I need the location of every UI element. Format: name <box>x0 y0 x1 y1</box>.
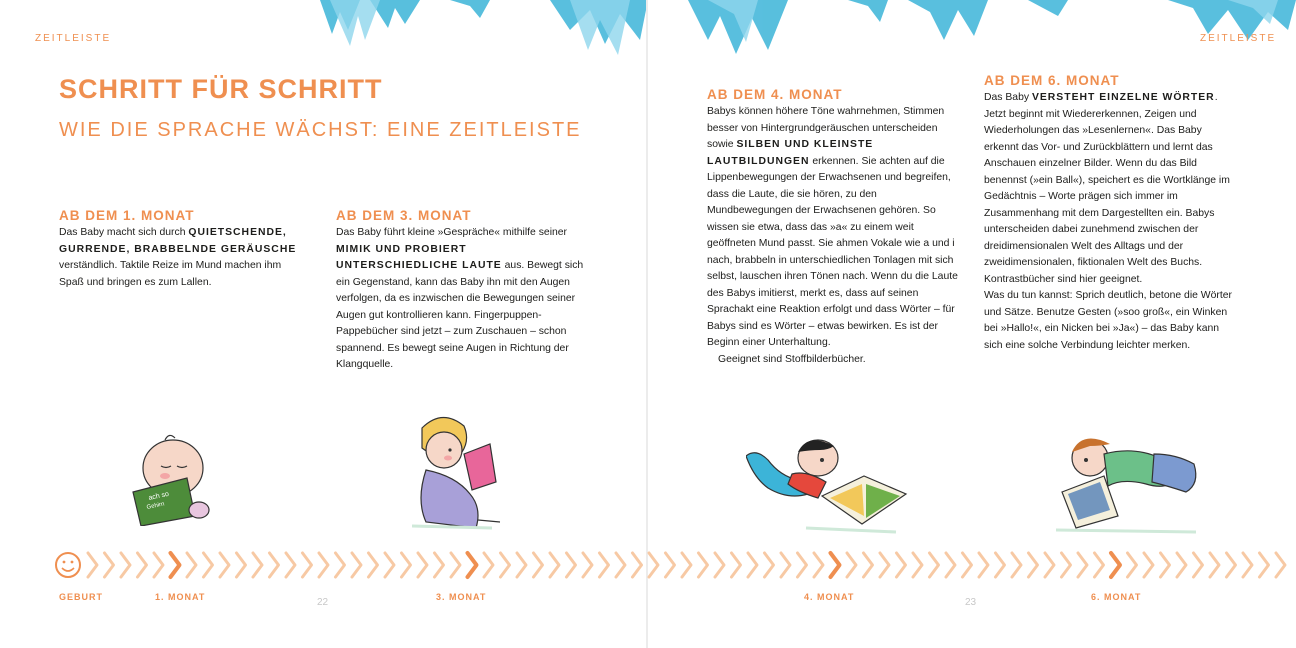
timeline-chevron-icon <box>649 553 658 577</box>
timeline-chevron-icon <box>88 553 97 577</box>
section-month-1 <box>59 208 307 291</box>
timeline-label-month-1: 1. MONAT <box>155 592 206 602</box>
timeline-chevron-icon <box>154 553 163 577</box>
timeline-marker-chevron-icon <box>1111 553 1120 577</box>
section-month-6 <box>984 73 1236 354</box>
timeline-chevron-icon <box>253 553 262 577</box>
timeline-chevron-icon <box>583 553 592 577</box>
timeline-chevron-icon <box>814 553 823 577</box>
timeline-chevron-icon <box>847 553 856 577</box>
timeline-chevron-icon <box>501 553 510 577</box>
timeline-chevron-icon <box>220 553 229 577</box>
timeline-chevron-icon <box>913 553 922 577</box>
timeline-chevron-icon <box>319 553 328 577</box>
timeline-chevron-icon <box>699 553 708 577</box>
page-number-right: 23 <box>965 597 977 608</box>
section-tip: Was du tun kannst: Sprich deutlich, betone die Wörter und Sätze. Benutze Gesten (»soo groß«, ein Winken bei »Hallo!«, ein Nicken bei »Ja«) – das Baby kann sich eine solche Verbindung leichter merken. <box>984 290 1232 351</box>
timeline-chevron-icon <box>1128 553 1137 577</box>
timeline-chevron-icon <box>781 553 790 577</box>
timeline-chevron-icon <box>385 553 394 577</box>
page-subtitle: WIE DIE SPRACHE WÄCHST: EINE ZEITLEISTE <box>59 119 582 141</box>
timeline-chevron-icon <box>682 553 691 577</box>
running-head: ZEITLEISTE <box>1200 33 1277 44</box>
timeline-label-birth: GEBURT <box>59 592 103 602</box>
timeline-chevron-icon <box>798 553 807 577</box>
timeline-chevron-icon <box>963 553 972 577</box>
timeline-chevron-icon <box>187 553 196 577</box>
timeline-chevron-icon <box>105 553 114 577</box>
timeline-chevron-icon <box>1045 553 1054 577</box>
section-heading: AB DEM 6. MONAT <box>984 73 1120 88</box>
timeline-chevron-icon <box>121 553 130 577</box>
timeline-chevron-icon <box>303 553 312 577</box>
timeline-marker-chevron-icon <box>171 553 180 577</box>
timeline-chevron-icon <box>864 553 873 577</box>
timeline-chevron-icon <box>1062 553 1071 577</box>
timeline-chevron-icon <box>946 553 955 577</box>
timeline-chevron-icon <box>435 553 444 577</box>
timeline-chevron-icon <box>897 553 906 577</box>
timeline-chevron-icon <box>567 553 576 577</box>
timeline-chevron-icon <box>484 553 493 577</box>
page-title: SCHRITT FÜR SCHRITT <box>59 74 383 104</box>
timeline-chevron-icon <box>1276 553 1285 577</box>
timeline-chevron-icon <box>600 553 609 577</box>
timeline-chevron-icon <box>1210 553 1219 577</box>
section-heading: AB DEM 1. MONAT <box>59 208 195 223</box>
paint-splash <box>300 0 648 60</box>
timeline-chevron-icon <box>352 553 361 577</box>
timeline-chevron-icon <box>369 553 378 577</box>
timeline-chevron-icon <box>204 553 213 577</box>
timeline-chevron-icon <box>748 553 757 577</box>
timeline-band <box>0 543 1296 587</box>
timeline-chevron-icon <box>1161 553 1170 577</box>
section-note: Geeignet sind Stoffbilderbücher. <box>718 353 866 365</box>
section-month-3 <box>336 208 588 374</box>
baby-reading-illustration <box>125 430 215 526</box>
section-text: Das Baby VERSTEHT EINZELNE WÖRTER. Jetzt beginnt mit Wiedererkennen, Zeigen und Wiederholungen das »Lesenlernen«. Das Baby erkennt das Vor- und Zurückblättern und lernt das Anschauen einzelner Bilder. Wenn du das Bild benennst (»ein Ball«), speichert es die Wortklänge im Gedächtnis – Worte prägen sich immer im Zusammenhang mit dem Dargestellten ein. Babys unterscheiden dabei zunehmend zwischen der dreidimensionalen Welt des Alltags und der zweidimensionalen, fiktionalen Welt des Buchs. Kontrastbücher sind hier geeignet. <box>984 92 1230 285</box>
timeline-chevron-icon <box>880 553 889 577</box>
timeline-chevron-icon <box>1260 553 1269 577</box>
timeline-chevron-icon <box>616 553 625 577</box>
section-heading: AB DEM 3. MONAT <box>336 208 472 223</box>
timeline-chevron-icon <box>666 553 675 577</box>
timeline-chevron-icon <box>1194 553 1203 577</box>
timeline-chevron-icon <box>1177 553 1186 577</box>
timeline-chevron-icon <box>1029 553 1038 577</box>
timeline-chevron-icon <box>715 553 724 577</box>
section-heading: AB DEM 4. MONAT <box>707 87 843 102</box>
book-text-2: Gehirn <box>146 501 166 511</box>
section-text: Das Baby macht sich durch QUIETSCHENDE, GURRENDE, BRABBELNDE GERÄUSCHE verständlich. Taktile Reize im Mund machen ihm Spaß und bringen es zum Lallen. <box>59 227 297 288</box>
timeline-chevron-icon <box>517 553 526 577</box>
child-crawling-illustration <box>1056 430 1206 534</box>
child-sitting-illustration <box>412 410 504 532</box>
section-month-4 <box>707 87 959 368</box>
timeline-chevron-icon <box>286 553 295 577</box>
timeline-chevron-icon <box>1227 553 1236 577</box>
timeline-marker-chevron-icon <box>468 553 477 577</box>
timeline-chevron-icon <box>550 553 559 577</box>
timeline-chevron-icon <box>930 553 939 577</box>
timeline-chevron-icon <box>979 553 988 577</box>
timeline-marker-chevron-icon <box>831 553 840 577</box>
book-text: ach so <box>147 490 170 502</box>
timeline-chevron-icon <box>996 553 1005 577</box>
timeline-chevron-icon <box>138 553 147 577</box>
section-text: Das Baby führt kleine »Gespräche« mithilfe seiner MIMIK UND PROBIERT UNTERSCHIEDLICHE LAUTE aus. Bewegt sich ein Gegenstand, kann das Baby ihn mit den Augen verfolgen, da es inzwischen die Bewegungen seiner Augen gut kontrollieren kann. Fingerpuppen-Pappebücher sind jetzt – zum Zuschauen – schon spannend. Es bewegt seine Augen in Richtung der Klangquelle. <box>336 227 584 370</box>
timeline-label-month-4: 4. MONAT <box>804 592 855 602</box>
timeline-chevron-icon <box>765 553 774 577</box>
timeline-chevron-icon <box>633 553 642 577</box>
timeline-chevron-icon <box>451 553 460 577</box>
child-lying-illustration <box>746 436 916 536</box>
running-head: ZEITLEISTE <box>35 33 112 44</box>
timeline-chevron-icon <box>418 553 427 577</box>
timeline-chevron-icon <box>1012 553 1021 577</box>
timeline-chevron-icon <box>336 553 345 577</box>
section-text: Babys können höhere Töne wahrnehmen, Stimmen besser von Hintergrundgeräuschen unterscheiden sowie SILBEN UND KLEINSTE LAUTBILDUNGEN erkennen. Sie achten auf die Lippenbewegungen der Erwachsenen und begreifen, dass die Laute, die sie hören, zu den Mundbewegungen der Erwachsenen gehören. So wissen sie etwa, dass das »a« zu einem weit geöffneten Mund passt. Sie ahmen Vokale wie a und i nach, brabbeln in unterschiedlichen Tonlagen mit sich selbst, lauschen ihren Tönen nach. Wenn du die Laute des Babys imitierst, merkt es, dass auf seinen Sprachakt eine Reaktion erfolgt und dass Wörter – für Babys sind es Wörter – etwas bewirken. Es ist der Beginn einer Unterhaltung. <box>707 106 958 348</box>
smiley-icon <box>56 553 80 577</box>
timeline-label-month-6: 6. MONAT <box>1091 592 1142 602</box>
timeline-chevron-icon <box>402 553 411 577</box>
timeline-chevron-icon <box>732 553 741 577</box>
timeline-chevron-icon <box>1243 553 1252 577</box>
timeline-chevron-icon <box>237 553 246 577</box>
timeline-label-month-3: 3. MONAT <box>436 592 487 602</box>
timeline-chevron-icon <box>1078 553 1087 577</box>
timeline-chevron-icon <box>1144 553 1153 577</box>
page-number-left: 22 <box>317 597 329 608</box>
paint-splash <box>648 0 1296 60</box>
timeline-chevron-icon <box>1095 553 1104 577</box>
timeline-chevron-icon <box>534 553 543 577</box>
timeline-chevron-icon <box>270 553 279 577</box>
